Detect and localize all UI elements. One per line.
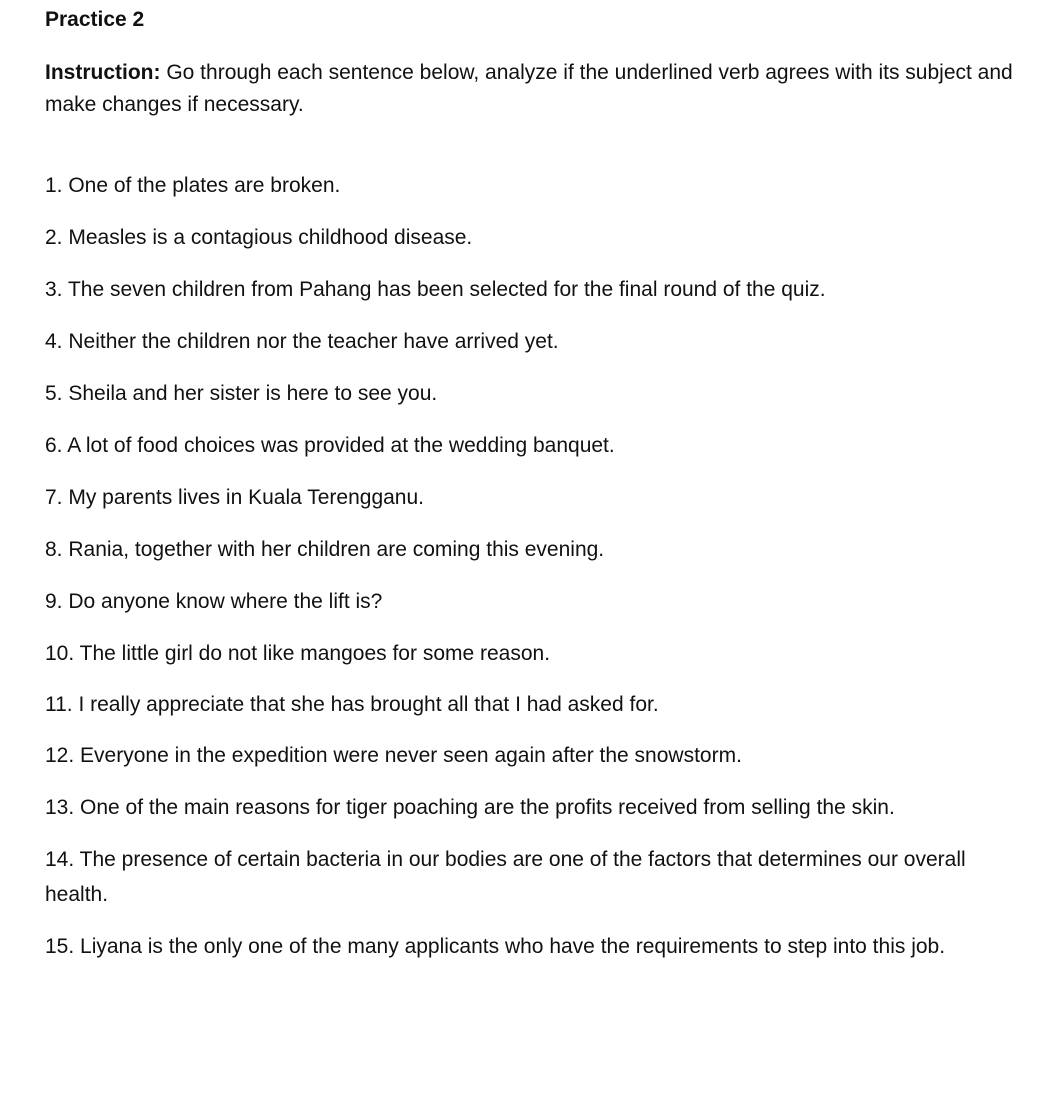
question-12: 12. Everyone in the expedition were never seen again after the snowstorm. [45,744,742,767]
question-5: 5. Sheila and her sister is here to see you. [45,382,438,405]
question-15: 15. Liyana is the only one of the many applicants who have the requirements to step into this job. [45,935,946,958]
question-6: 6. A lot of food choices was provided at the wedding banquet. [45,434,615,457]
question-7: 7. My parents lives in Kuala Terengganu. [45,486,425,509]
question-1: 1. One of the plates are broken. [45,174,341,197]
question-2: 2. Measles is a contagious childhood disease. [45,226,473,249]
question-11: 11. I really appreciate that she has brought all that I had asked for. [45,693,659,716]
question-14: 14. The presence of certain bacteria in our bodies are one of the factors that determines our overall health. [45,848,966,906]
question-13: 13. One of the main reasons for tiger poaching are the profits received from selling the skin. [45,796,895,819]
question-3: 3. The seven children from Pahang has been selected for the final round of the quiz. [45,278,826,301]
question-8: 8. Rania, together with her children are coming this evening. [45,538,605,561]
page-title: Practice 2 [45,8,145,31]
instruction-text: Go through each sentence below, analyze if the underlined verb agrees with its subject and make changes if necessary. [45,61,1013,116]
question-10: 10. The little girl do not like mangoes for some reason. [45,642,551,665]
instruction-label: Instruction: [45,61,161,84]
instruction-paragraph [45,57,1030,121]
question-4: 4. Neither the children nor the teacher have arrived yet. [45,330,559,353]
question-9: 9. Do anyone know where the lift is? [45,590,383,613]
